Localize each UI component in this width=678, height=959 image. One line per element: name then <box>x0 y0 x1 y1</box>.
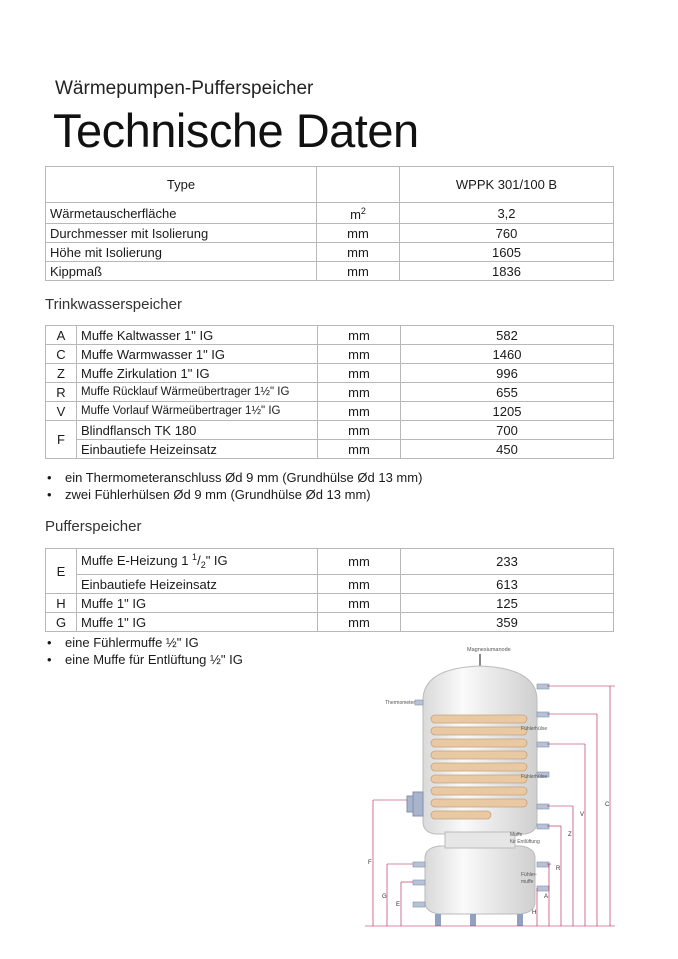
table-row <box>46 383 614 402</box>
row-label: Blindflansch TK 180 <box>77 421 318 440</box>
puffer-table <box>45 548 614 632</box>
tank-connector <box>445 832 515 848</box>
table-row <box>46 549 614 575</box>
svg-text:E: E <box>396 902 401 908</box>
sensor-socket-label-1: Fühler- <box>521 872 537 878</box>
row-unit: mm <box>318 345 401 364</box>
lower-tank <box>425 846 535 914</box>
row-value: 1205 <box>401 402 614 421</box>
type-header: Type <box>46 167 317 203</box>
row-label: Muffe E-Heizung 1 $^1/_2$" IG <box>77 549 318 575</box>
row-key: H <box>46 594 77 613</box>
row-key: A <box>46 326 77 345</box>
row-value: 760 <box>400 224 614 243</box>
upper-tank <box>423 666 537 834</box>
row-unit: mm <box>317 243 400 262</box>
row-unit: mm <box>318 383 401 402</box>
svg-text:A: A <box>544 894 549 900</box>
trinkwasser-heading: Trinkwasserspeicher <box>45 296 182 313</box>
row-value: 613 <box>401 575 614 594</box>
row-value: 125 <box>401 594 614 613</box>
table-row <box>46 262 614 281</box>
flange-plate <box>407 796 413 812</box>
vent-label-1: Muffe <box>510 832 523 838</box>
row-unit: mm <box>317 224 400 243</box>
table-row <box>46 243 614 262</box>
unit-header <box>317 167 400 203</box>
leg <box>517 914 523 926</box>
table-header-row <box>46 167 614 203</box>
svg-text:H: H <box>532 910 537 916</box>
row-unit: mm <box>318 364 401 383</box>
table-row <box>46 224 614 243</box>
page-subtitle: Wärmepumpen-Pufferspeicher <box>55 78 314 99</box>
table-row <box>46 440 614 459</box>
trinkwasser-table <box>45 325 614 459</box>
list-item: • eine Fühlermuffe ½" IG <box>45 634 243 651</box>
leg <box>470 914 476 926</box>
sensor-label-2: Fühlerhülse <box>521 774 548 780</box>
table-row <box>46 203 614 224</box>
row-key: Z <box>46 364 77 383</box>
table-row <box>46 326 614 345</box>
table-row <box>46 575 614 594</box>
sensor-label-1: Fühlerhülse <box>521 726 548 732</box>
list-item: • ein Thermometeranschluss Ød 9 mm (Grundhülse Ød 13 mm) <box>45 469 422 486</box>
row-label: Durchmesser mit Isolierung <box>46 224 317 243</box>
row-value: 359 <box>401 613 614 632</box>
table-row <box>46 364 614 383</box>
heat-exchanger-coil <box>431 715 527 819</box>
anode-label: Magnesiumanode <box>467 647 511 653</box>
row-unit: mm <box>318 440 401 459</box>
row-unit: mm <box>318 594 401 613</box>
row-value: 700 <box>401 421 614 440</box>
row-label: Muffe Zirkulation 1" IG <box>77 364 318 383</box>
table-row <box>46 402 614 421</box>
table-row <box>46 613 614 632</box>
row-value: 3,2 <box>400 203 614 224</box>
row-key: R <box>46 383 77 402</box>
row-label: Muffe 1" IG <box>77 613 318 632</box>
row-unit: mm <box>317 262 400 281</box>
row-value: 1836 <box>400 262 614 281</box>
row-unit: mm <box>318 613 401 632</box>
tank-diagram <box>355 640 615 940</box>
row-label: Muffe Vorlauf Wärmeübertrager 1½" IG <box>77 402 318 421</box>
row-value: 450 <box>401 440 614 459</box>
svg-text:C: C <box>605 802 610 808</box>
row-label: Muffe Kaltwasser 1" IG <box>77 326 318 345</box>
list-item: • eine Muffe für Entlüftung ½" IG <box>45 651 243 668</box>
puffer-heading: Pufferspeicher <box>45 518 142 535</box>
main-spec-table <box>45 166 614 281</box>
table-row <box>46 594 614 613</box>
row-label: Wärmetauscherfläche <box>46 203 317 224</box>
row-unit: mm <box>318 402 401 421</box>
svg-text:G: G <box>382 894 387 900</box>
svg-text:F: F <box>368 860 372 866</box>
row-label: Kippmaß <box>46 262 317 281</box>
svg-text:R: R <box>556 866 561 872</box>
table-row <box>46 345 614 364</box>
row-label: Einbautiefe Heizeinsatz <box>77 440 318 459</box>
row-unit: mm <box>318 575 401 594</box>
sensor-socket-label-2: muffe <box>521 879 534 885</box>
row-value: 1605 <box>400 243 614 262</box>
vent-label-2: für Entlüftung <box>510 839 540 845</box>
flange <box>413 792 423 816</box>
row-label: Höhe mit Isolierung <box>46 243 317 262</box>
row-value: 996 <box>401 364 614 383</box>
thermometer-label: Thermometer <box>385 700 416 706</box>
row-unit: mm <box>318 421 401 440</box>
row-label: Muffe Rücklauf Wärmeübertrager 1½" IG <box>77 383 318 402</box>
row-value: 233 <box>401 549 614 575</box>
page-title: Technische Daten <box>53 104 419 157</box>
row-label: Muffe Warmwasser 1" IG <box>77 345 318 364</box>
row-value: 655 <box>401 383 614 402</box>
row-label: Muffe 1" IG <box>77 594 318 613</box>
row-unit: $m^2$ <box>317 203 400 224</box>
row-value: 582 <box>401 326 614 345</box>
svg-text:V: V <box>580 812 585 818</box>
trinkwasser-notes <box>45 469 422 503</box>
table-row <box>46 421 614 440</box>
row-unit: mm <box>318 549 401 575</box>
row-label: Einbautiefe Heizeinsatz <box>77 575 318 594</box>
row-value: 1460 <box>401 345 614 364</box>
row-key: V <box>46 402 77 421</box>
leg <box>435 914 441 926</box>
row-key: G <box>46 613 77 632</box>
model-header: WPPK 301/100 B <box>400 167 614 203</box>
row-unit: mm <box>318 326 401 345</box>
svg-text:Z: Z <box>568 832 572 838</box>
puffer-notes <box>45 634 243 668</box>
row-key: C <box>46 345 77 364</box>
row-key: F <box>46 421 77 459</box>
row-key: E <box>46 549 77 594</box>
list-item: • zwei Fühlerhülsen Ød 9 mm (Grundhülse Ød 13 mm) <box>45 486 422 503</box>
